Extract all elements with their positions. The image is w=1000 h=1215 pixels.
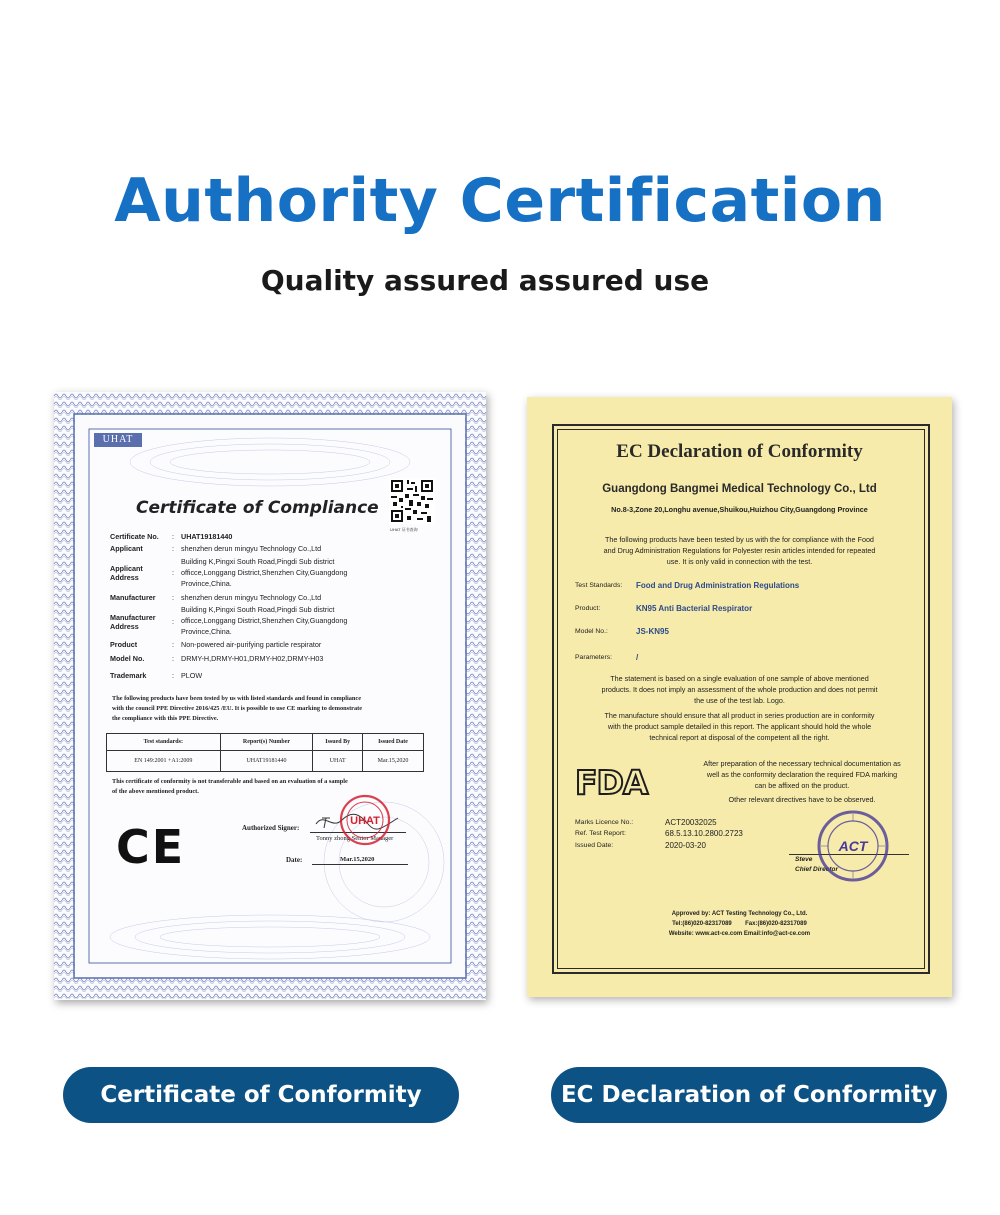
label-manufacturer: Manufacturer [110,593,156,602]
page-title: Authority Certification [114,166,886,236]
ec-statement-line1: The statement is based on a single evaluation of one sample of above mentioned [610,674,869,683]
ec-intro-line2: and Drug Administration Regulations for Polyester resin articles intended for repeated [603,546,876,555]
colon: : [172,544,174,553]
value-manufacturer-address-line3: Province,China. [181,627,232,636]
label-test-standards: Test Standards: [575,582,623,589]
fda-text-line3: can be affixed on the product. [754,781,850,790]
ec-company: Guangdong Bangmei Medical Technology Co., Ltd [602,483,877,495]
statement-line2: with the council PPE Directive 2016/425 /EU. It is possible to use CE marking to demonstrate [112,705,362,712]
signer-name: Steve [795,856,813,863]
table-cell: UHAT [313,751,363,772]
ec-footer-line1: Approved by: ACT Testing Technology Co., Ltd. [671,911,808,917]
value-applicant-address-line2: officce,Longgang District,Shenzhen City,Guangdong [181,568,348,577]
qr-code-icon [389,478,435,524]
uhat-tag: UHAT [94,433,142,447]
test-standards-table [106,733,424,772]
stamp-text: UHAT [350,815,380,827]
table-cell: EN 149:2001 +A1:2009 [107,751,221,772]
value-parameters: / [636,653,639,662]
table-header: Report(s) Number [220,734,313,751]
label-model-no: Model No.: [575,628,608,635]
value-manufacturer-address-line1: Building K,Pingxi South Road,Pingdi Sub district [181,605,335,614]
label-marks-licence: Marks Licence No.: [575,819,634,826]
ec-statement-line5: with the product sample detailed in this report. The applicant should hold the whole [607,722,872,731]
colon: : [172,671,174,680]
statement-line1: The following products have been tested by us with listed standards and found in compliance [112,695,362,702]
colon: : [172,532,174,541]
label-applicant: Applicant [110,544,143,553]
table-header: Issued By [313,734,363,751]
signer-name: Tonny zhong Senior Manager [316,835,394,842]
page-subtitle: Quality assured assured use [260,264,710,297]
table-header: Test standards: [107,734,221,751]
colon: : [172,593,174,602]
label-parameters: Parameters: [575,654,613,661]
value-trademark: PLOW [181,671,203,680]
signer-title: Chief Director [795,866,838,873]
statement-line3: the compliance with this PPE Directive. [112,715,219,722]
note-line2: of the above mentioned product. [112,788,199,795]
note-line1: This certificate of conformity is not transferable and based on an evaluation of a sample [112,778,348,785]
table-cell: Mar.15,2020 [363,751,424,772]
colon: : [172,617,174,626]
value-applicant: shenzhen derun mingyu Technology Co.,Ltd [181,544,322,553]
ec-title: EC Declaration of Conformity [616,441,863,462]
ec-address: No.8-3,Zone 20,Longhu avenue,Shuikou,Huizhou City,Guangdong Province [611,505,868,514]
table-header: Issued Date [363,734,424,751]
certificate-of-compliance-image [54,392,486,1000]
ce-mark-icon: CE [116,820,186,874]
date-value: Mar.15,2020 [340,856,375,863]
certificate-title: Certificate of Compliance [136,498,379,518]
value-marks-licence: ACT20032025 [665,818,717,827]
colon: : [172,640,174,649]
value-test-standards: Food and Drug Administration Regulations [636,581,800,590]
label-manufacturer-address: Manufacturer Address [110,613,156,631]
value-issued-date: 2020-03-20 [665,841,706,850]
ec-statement-line2: products. It does not imply an assessment of the whole production and does not permit [601,685,878,694]
fda-text-line2: well as the conformity declaration the required FDA marking [706,770,898,779]
value-manufacturer-address-line2: officce,Longgang District,Shenzhen City,Guangdong [181,616,348,625]
value-certificate-no: UHAT19181440 [181,532,233,541]
ec-footer-line3: Website: www.act-ce.com Email:info@act-ce.com [668,931,811,937]
fda-logo-icon: FDA [575,763,648,802]
uhat-stamp-icon [339,794,391,846]
label-certificate-no: Certificate No. [110,532,159,541]
value-manufacturer: shenzhen derun mingyu Technology Co.,Ltd [181,593,322,602]
ec-intro-line1: The following products have been tested by us with the for compliance with the Food [605,535,874,544]
label-model-no: Model No. [110,654,145,663]
ec-intro-line3: use. It is only valid in connection with the test. [666,557,813,566]
ec-statement-line6: technical report at disposal of the competent all the right. [649,733,830,742]
label-product: Product [110,640,138,649]
date-line [312,864,408,865]
ec-declaration-image [527,397,952,997]
ec-footer-line2: Tel:(86)020-82317089 Fax:(86)020-82317089 [672,921,807,927]
label-issued-date: Issued Date: [575,842,614,849]
value-model-no: JS-KN95 [636,627,669,636]
ec-statement-line3: the use of the test lab. Logo. [694,696,785,705]
qr-caption: UHAT 证书查询 [390,527,418,532]
value-model-no: DRMY-H,DRMY-H01,DRMY-H02,DRMY-H03 [181,654,324,663]
stamp-text: ACT [838,838,868,854]
label-ref-test-report: Ref. Test Report: [575,830,626,837]
colon: : [172,568,174,577]
value-product: KN95 Anti Bacterial Respirator [636,604,753,613]
certificate-of-conformity-button[interactable]: Certificate of Conformity [63,1067,459,1123]
value-product: Non-powered air-purifying particle respirator [181,640,322,649]
ec-declaration-button[interactable]: EC Declaration of Conformity [551,1067,947,1123]
fda-text-line4: Other relevant directives have to be observed. [728,795,876,804]
value-applicant-address-line3: Province,China. [181,579,232,588]
value-ref-test-report: 68.5.13.10.2800.2723 [665,829,743,838]
ec-statement-line4: The manufacture should ensure that all product in series production are in conformity [604,711,875,720]
label-trademark: Trademark [110,671,147,680]
date-label: Date: [286,856,303,864]
fda-text-line1: After preparation of the necessary technical documentation as [703,759,901,768]
label-applicant-address: Applicant Address [110,564,143,582]
colon: : [172,654,174,663]
value-applicant-address-line1: Building K,Pingxi South Road,Pingdi Sub district [181,557,335,566]
act-stamp-icon [816,809,890,883]
signer-label: Authorized Signer: [242,824,300,832]
label-product: Product: [575,605,601,612]
table-cell: UHAT19181440 [220,751,313,772]
